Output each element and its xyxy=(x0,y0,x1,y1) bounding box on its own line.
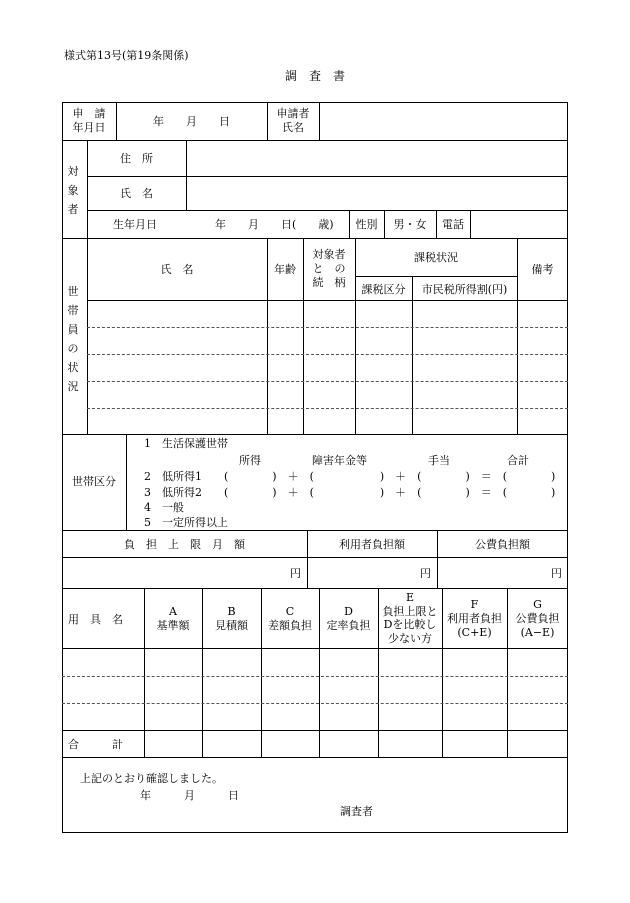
confirmation-text: 上記のとおり確認しました。 xyxy=(80,772,223,785)
items-total-label: 合 計 xyxy=(68,738,123,751)
user-burden-label: 利用者負担額 xyxy=(339,538,405,551)
category-item-5[interactable]: 5 一定所得以上 xyxy=(144,516,228,529)
sex-label: 性別 xyxy=(355,218,378,231)
income-header: 所得 xyxy=(239,454,261,467)
allowance-header: 手当 xyxy=(428,454,450,467)
application-date-label: 申 請 年月日 xyxy=(72,107,106,134)
document-title: 調 査 書 xyxy=(284,69,345,83)
confirmation-date[interactable]: 年 月 日 xyxy=(140,789,239,802)
application-date-value: 年 月 日 xyxy=(153,115,230,128)
household-relation-header: 対象者 と の 続 柄 xyxy=(312,248,346,289)
category-item-2[interactable]: 2 低所得1 ( ) ＋ ( ) ＋ ( ) ＝ ( ) xyxy=(144,470,556,483)
burden-limit-field[interactable] xyxy=(63,558,306,587)
household-members-table-body[interactable] xyxy=(88,301,567,433)
tax-amount-header: 市民税所得割(円) xyxy=(421,283,508,296)
yen-unit-1: 円 xyxy=(290,567,301,580)
pension-header: 障害年金等 xyxy=(312,454,367,467)
birthdate-label: 生年月日 xyxy=(113,218,157,231)
household-name-header: 氏 名 xyxy=(160,263,194,276)
col-b-header: B 見積額 xyxy=(215,605,248,632)
form-code: 様式第13号(第19条関係) xyxy=(64,49,189,62)
sex-value[interactable]: 男・女 xyxy=(393,218,427,231)
category-item-4[interactable]: 4 一般 xyxy=(144,501,184,514)
phone-field[interactable] xyxy=(471,211,567,238)
household-age-header: 年齢 xyxy=(274,263,296,276)
household-section-label: 世 帯 員 の 状 況 xyxy=(67,285,79,393)
subject-section-label: 対 象 者 xyxy=(67,165,79,216)
address-field[interactable] xyxy=(187,141,567,176)
birthdate-value: 年 月 日( 歳) xyxy=(215,218,334,231)
applicant-label: 申請者 氏名 xyxy=(276,107,310,134)
applicant-name-field[interactable] xyxy=(320,103,567,139)
address-label: 住 所 xyxy=(120,152,153,165)
items-table-body[interactable] xyxy=(63,649,567,729)
yen-unit-2: 円 xyxy=(420,567,431,580)
col-e-header: E 負担上限と Dを比較し 少ない方 xyxy=(382,591,438,645)
item-name-header: 用 具 名 xyxy=(68,613,123,626)
public-burden-field[interactable] xyxy=(438,558,567,587)
col-f-header: F 利用者負担 (C+E) xyxy=(447,598,502,639)
col-a-header: A 基準額 xyxy=(156,605,190,632)
category-item-1[interactable]: 1 生活保護世帯 xyxy=(144,437,228,450)
public-burden-label: 公費負担額 xyxy=(475,538,530,551)
burden-limit-label: 負 担 上 限 月 額 xyxy=(124,538,245,551)
investigator-signature-field[interactable] xyxy=(380,800,550,820)
investigator-label: 調査者 xyxy=(340,805,373,818)
total-header: 合計 xyxy=(507,454,529,467)
tax-status-header: 課税状況 xyxy=(414,251,458,264)
remarks-header: 備考 xyxy=(531,263,554,276)
yen-unit-3: 円 xyxy=(551,567,562,580)
user-burden-field[interactable] xyxy=(308,558,436,587)
household-category-label: 世帯区分 xyxy=(72,475,116,488)
tax-class-header: 課税区分 xyxy=(361,283,406,296)
phone-label: 電話 xyxy=(442,218,464,231)
col-g-header: G 公費負担 (A−E) xyxy=(515,598,560,639)
subject-name-label: 氏 名 xyxy=(120,187,153,200)
col-c-header: C 差額負担 xyxy=(268,605,312,632)
col-d-header: D 定率負担 xyxy=(326,605,371,632)
category-item-3[interactable]: 3 低所得2 ( ) ＋ ( ) ＋ ( ) ＝ ( ) xyxy=(144,486,556,499)
subject-name-field[interactable] xyxy=(187,177,567,210)
